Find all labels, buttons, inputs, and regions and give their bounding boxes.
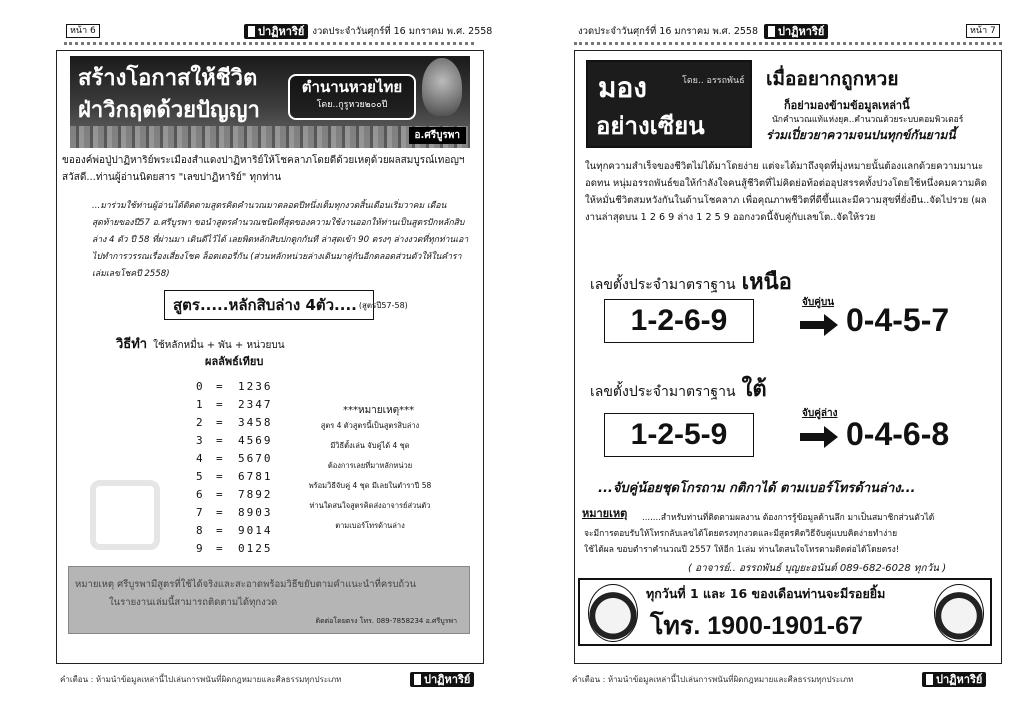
logo-mark-icon xyxy=(248,26,255,37)
left-header-right xyxy=(244,20,492,42)
south-section-label: เลขตั้งประจำมาตราฐาน ใต้ xyxy=(590,377,767,402)
call-phone[interactable]: โทร. 1900-1901-67 xyxy=(650,612,863,640)
result-row: 2 = 3458 xyxy=(196,416,273,429)
intro-text: ขอองค์พ่อปู่ปาฏิหาริย์พระเมืองสำแดงปาฏิหาริย์ให้โชคลาภโดยดีด้วยเหตุด้วยผลสมบูรณ์เทอญฯ สวัสดี...ท่านผู้อ่านนิตยสาร "เลขปาฏิหาริย์" ทุกท่าน xyxy=(62,155,465,183)
north-bold: เหนือ xyxy=(741,270,792,295)
remark-line: ต้องการเลยที่มาหลักหน่วย xyxy=(327,461,413,470)
logo-line-2: อย่างเซียน xyxy=(596,112,705,140)
left-banner xyxy=(70,56,470,148)
south-digits-box: 1-2-5-9 xyxy=(604,413,754,457)
result-row: 5 = 6781 xyxy=(196,470,273,483)
right-header-left xyxy=(578,20,828,42)
north-arrow-icon xyxy=(800,314,838,336)
remark-line: ตามเบอร์โทรด้านล่าง xyxy=(335,521,405,530)
smiling-face-icon xyxy=(588,584,638,642)
gray-notice-box xyxy=(68,566,470,634)
left-header xyxy=(66,20,100,42)
left-footer-warning: คำเตือน : ห้ามนำข้อมูลเหล่านี้ไปเล่นการพนันที่ผิดกฎหมายและศีลธรรมทุกประเภท xyxy=(60,674,342,684)
call-line-1: ทุกวันที่ 1 และ 16 ของเดือนท่านจะมีรอยยิ้ม xyxy=(646,586,886,601)
banner-line-2: ฝ่าวิกฤตด้วยปัญญา xyxy=(78,98,260,123)
north-pair-label: จับคู่บน xyxy=(802,297,835,308)
right-page-number: หน้า 7 xyxy=(966,24,1000,38)
left-page-number: หน้า 6 xyxy=(66,24,100,38)
right-banner-logo xyxy=(586,60,752,148)
result-row: 1 = 2347 xyxy=(196,398,273,411)
comparison-title: ผลลัพธ์เทียบ xyxy=(205,355,264,368)
formula-label: สูตร.....หลักสิบล่าง 4ตัว.... xyxy=(173,296,357,314)
method-text: ใช้หลักหมื่น + พัน + หน่วยบน xyxy=(153,340,285,351)
right-footer-logo-wrap xyxy=(922,670,986,688)
logo-mark-icon xyxy=(768,26,775,37)
signer: ( อาจารย์.. อรรถพันธ์ บุญยะอนันต์ 089-682-6028 ทุกวัน ) xyxy=(688,563,947,574)
formula-box xyxy=(164,290,408,320)
north-digits-box: 1-2-6-9 xyxy=(604,299,754,343)
south-result: 0-4-6-8 xyxy=(846,416,950,452)
south-arrow-icon xyxy=(800,426,838,448)
gray-line-2: ในรายงานเล่มนี้สามารถติดตามได้ทุกงวด xyxy=(109,597,278,608)
giant-mask-icon xyxy=(422,58,462,116)
remark-line: สูตร 4 ตัวสูตรนี้เป็นสูตรสิบล่าง xyxy=(320,421,420,430)
gray-contact: ติดต่อโดยตรง โทร. 089-7858234 อ.ศรีบูรพา xyxy=(315,617,457,625)
banner-badge xyxy=(288,74,416,120)
logo-mark-icon xyxy=(414,674,421,685)
gray-line-1: หมายเหตุ ศรีบูรพามีสูตรที่ใช้ได้จริงและสะอาดพร้อมวิธีขยับตามคำแนะนำที่ครบถ้วน xyxy=(75,579,416,590)
badge-title: ตำนานหวยไทย xyxy=(301,78,403,96)
right-dotted-rule xyxy=(574,42,1002,47)
right-header-issue: งวดประจำวันศุกร์ที่ 16 มกราคม พ.ศ. 2558 xyxy=(578,25,758,37)
right-remark xyxy=(582,507,990,567)
banner-line-1: สร้างโอกาสให้ชีวิต xyxy=(78,66,258,91)
result-row: 8 = 9014 xyxy=(196,524,273,537)
right-footer-logo: ปาฏิหาริย์ xyxy=(922,672,986,687)
north-section-label: เลขตั้งประจำมาตราฐาน เหนือ xyxy=(590,270,792,295)
right-footer-warning: คำเตือน : ห้ามนำข้อมูลเหล่านี้ไปเล่นการพนันที่ผิดกฎหมายและศีลธรรมทุกประเภท xyxy=(572,674,854,684)
right-remark-line-2: จะมีการตอบรับให้โทรกลับเลขได้โดยตรงทุกงวดและมีสูตรคิดวิธีจับคู่แบบคิดง่ายทำง่าย xyxy=(584,529,898,539)
right-remark-line-3: ใช้ได้ผล ขอบตำราคำนวณปี 2557 ให้อีก 1เล่ม ท่านใดสนใจโทรตามติดต่อได้โดยตรง! xyxy=(584,545,900,555)
left-header-issue: งวดประจำวันศุกร์ที่ 16 มกราคม พ.ศ. 2558 xyxy=(312,25,493,37)
left-header-logo: ปาฏิหาริย์ xyxy=(244,24,308,39)
result-row: 7 = 8903 xyxy=(196,506,273,519)
method-label: วิธีทำ xyxy=(116,337,148,352)
result-row: 3 = 4569 xyxy=(196,434,273,447)
logo-mark-icon xyxy=(926,674,933,685)
formula-note: (สูตรปี57-58) xyxy=(358,300,408,310)
left-dotted-rule xyxy=(64,42,474,47)
right-header-logo: ปาฏิหาริย์ xyxy=(764,24,828,39)
left-footer-logo-wrap xyxy=(410,670,474,688)
right-remark-tag: หมายเหตุ xyxy=(582,507,628,520)
right-paragraph: ในทุกความสำเร็จของชีวิตไม่ได้มาโดยง่าย แต่จะได้มาถึงจุดที่มุ่งหมายนั้นต้องแลกด้วยความมานะอดทน หนุ่มอรรถพันธ์ขอให้กำลังใจคนสู้ชีวิตที่ไม่คิดย่อท้อต่ออุปสรรคทั้งปวงโดยใช้หนึ่งคมความคิดให้หมั่นชีวิตสมหวังกันในด้านโชคลาภ เพื่อคุณภาพชีวิตที่ดีขึ้นและมีความสุขที่ยั่งยืน..จัดไปรวย (ผลงานล่าสุดบน 1 2 6 9 ล่าง 1 2 5 9 ออกงวดนี้จับคู่กับเลขโต..จัดให้รวย xyxy=(585,161,987,223)
right-header-right xyxy=(966,20,1000,42)
result-row: 4 = 5670 xyxy=(196,452,273,465)
right-banner-sub1: ก็อย่ามองข้ามข้อมูลเหล่านี้ xyxy=(784,99,910,112)
badge-subtitle: โดย..กูรูหวย๒๐๐ปี xyxy=(316,100,388,110)
remark-line: พร้อมวิธีจับคู่ 4 ชุด มีเลยในตำราปี 58 xyxy=(308,481,432,490)
result-row: 0 = 1236 xyxy=(196,380,273,393)
left-footer-logo: ปาฏิหาริย์ xyxy=(410,672,474,687)
smiling-face-icon xyxy=(934,584,984,642)
remark-line: ท่านใดสนใจสูตรคิดส่งอาจารย์ส่วนตัว xyxy=(309,501,431,510)
remark-line: มีวิธีตั้งเล่น จับคู่ได้ 4 ชุด xyxy=(330,441,410,450)
right-banner-sub2: นักคำนวณแท้แห่งยุค..คำนวณด้วยระบบคอมพิวเตอร์ xyxy=(772,115,964,125)
remark-title: ***หมายเหตุ*** xyxy=(343,405,415,416)
banner-author: อ.ศรีบูรพา xyxy=(409,127,466,144)
north-result: 0-4-5-7 xyxy=(846,302,950,338)
result-row: 6 = 7892 xyxy=(196,488,273,501)
call-box xyxy=(578,578,992,646)
slogan: ...จับคู่น้อยชุดโกรถาม กติกาได้ ตามเบอร์โทรด้านล่าง... xyxy=(598,481,916,496)
method-line xyxy=(116,333,285,354)
right-banner-sub3: ร่วมเปี่ยวยาความจนปนทุกข์กันยามนี้ xyxy=(766,128,956,142)
result-row: 9 = 0125 xyxy=(196,542,273,555)
right-remark-line-1: .......สำหรับท่านที่ติดตามผลงาน ต้องการรู้ข้อมูลด้านลึก มาเป็นสมาชิกส่วนตัวได้ xyxy=(642,513,935,523)
south-bold: ใต้ xyxy=(741,377,767,402)
logo-line-1: มอง xyxy=(598,71,647,104)
right-banner-title: เมื่ออยากถูกหวย xyxy=(766,68,899,90)
faded-watermark-icon xyxy=(90,480,160,550)
right-banner xyxy=(586,60,988,152)
logo-by: โดย.. อรรถพันธ์ xyxy=(682,76,745,86)
south-pair-label: จับคู่ล่าง xyxy=(802,408,838,419)
note-text: ...มาร่วมใช้ท่านผู้อ่านได้ติดตามสูตรคิดคำนวณมาตลอดปีหนึ่งเต็มทุกงวดสิ้นเดือนเริ่มวาคม เดือนสุดท้ายของปี57 อ.ศรีบูรพา ขอนำสูตรคำนวณชนิดที่สุดของความใช้งานออกให้ท่านเป็นสูตรปักหลักสิบล่าง 4 ตัว ปี 58 ที่ผ่านมา เดินดีไว้ได้ เลยพิตหลักสิบปกตูกกันที ล่าสุดเข้า 90 ตรงๆ ล่างงวดที่ทุกท่านเอาไปทำการวรรณเรื่องเสี่ยงโชค ล็อตเตอรี่กัน (ส่วนหลักหน่วยล่างเดินมาคู่กันอีกตลอดส่วนตัวให้ในคำราเล่มเลขโชคปี 2558) xyxy=(92,201,469,279)
